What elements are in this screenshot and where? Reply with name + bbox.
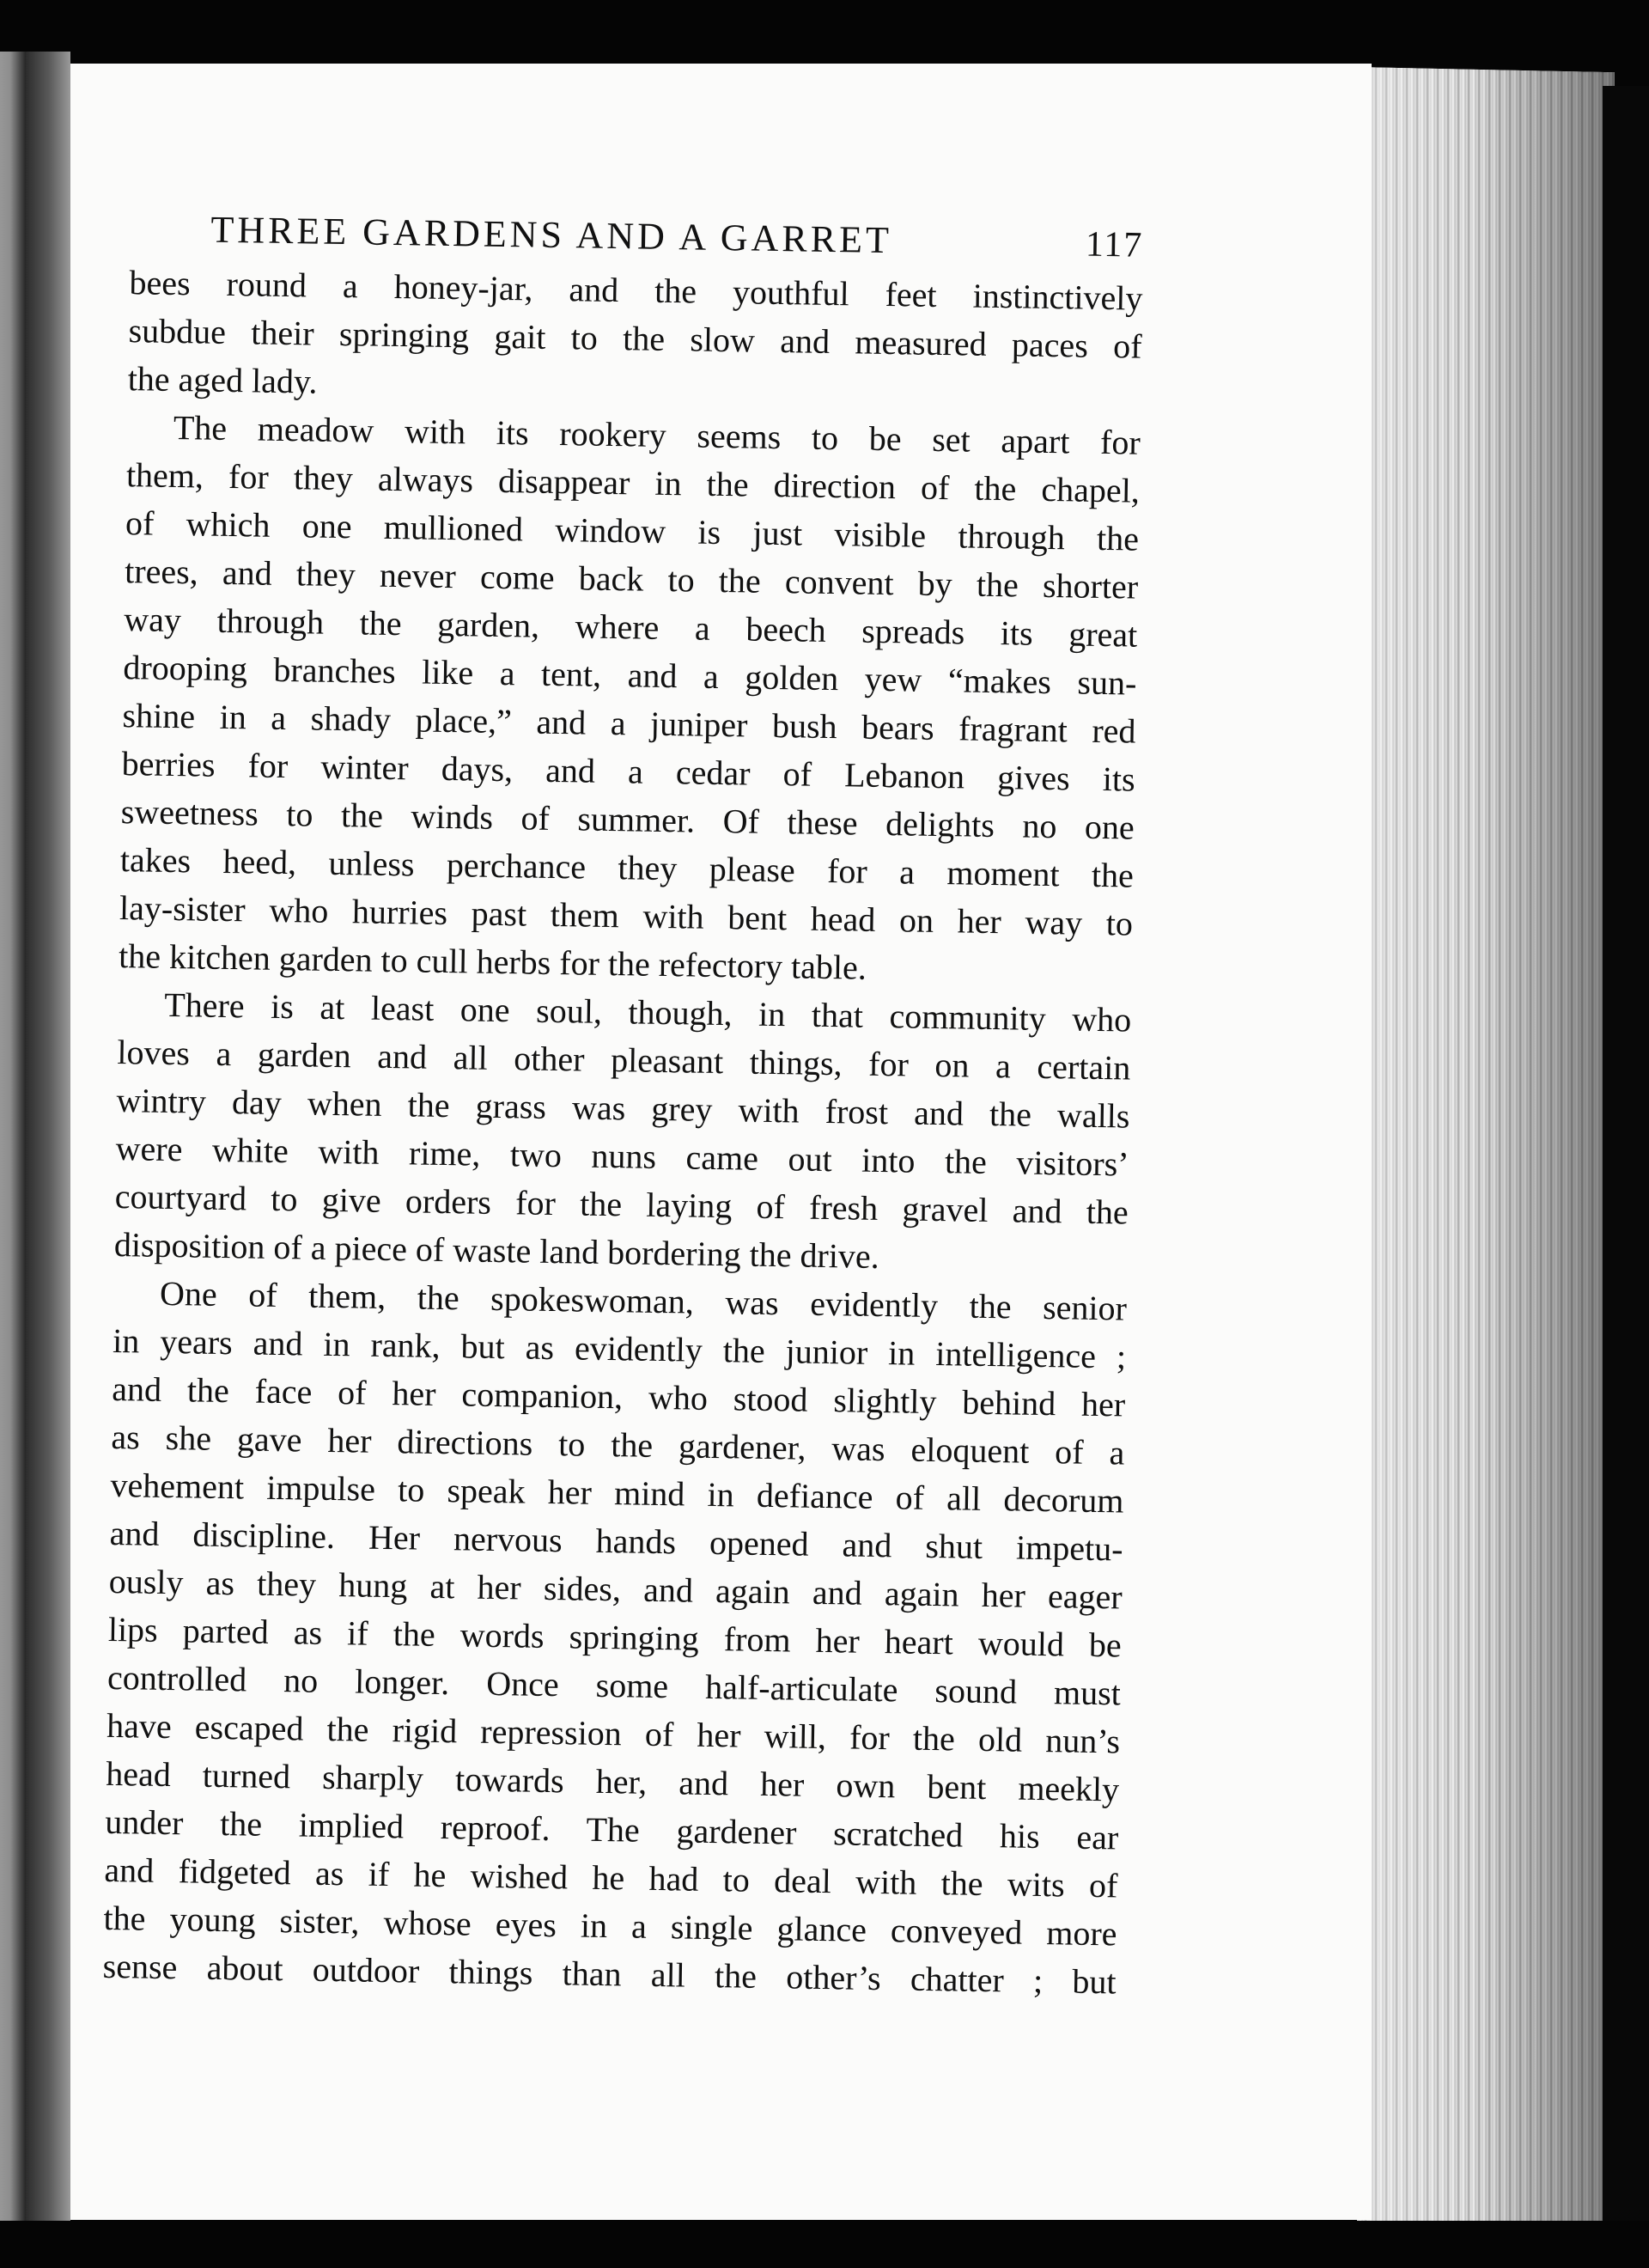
text-line: loves a garden and all other pleasant things, for on a certain [117, 1033, 1131, 1088]
scan-border-right [1603, 86, 1649, 2234]
text-line: disposition of a piece of waste land bordering the drive. [113, 1225, 880, 1276]
page-stack-shading [1357, 67, 1615, 2228]
text-line: subdue their springing gait to the slow and measured paces of [128, 311, 1142, 366]
text-line: bees round a honey-jar, and the youthful feet instinctively [129, 263, 1143, 318]
text-line: and fidgeted as if he wished he had to deal with the wits of [104, 1850, 1118, 1905]
text-line: One of them, the spokeswoman, was evidently the senior [159, 1273, 1128, 1328]
text-line: sense about outdoor things than all the other’s chatter ; but [102, 1946, 1117, 2002]
text-line: them, for they always disappear in the direction of the chapel, [125, 455, 1141, 510]
text-line: courtyard to give orders for the laying of fresh gravel and the [114, 1177, 1129, 1232]
text-line: head turned sharply towards her, and her own bent meekly [105, 1753, 1120, 1809]
text-line: as she gave her directions to the gardener, was eloquent of a [111, 1417, 1125, 1472]
text-line: sweetness to the winds of summer. Of these delights no one [120, 792, 1135, 847]
text-line: the kitchen garden to cull herbs for the refectory table. [118, 936, 867, 987]
text-line: vehement impulse to speak her mind in defiance of all decorum [110, 1465, 1124, 1521]
text-line: lips parted as if the words springing from her heart would be [107, 1609, 1123, 1665]
text-line: have escaped the rigid repression of her will, for the old nun’s [106, 1705, 1121, 1761]
text-line: The meadow with its rookery seems to be set apart for [173, 407, 1141, 462]
text-line: and the face of her companion, who stood slightly behind her [111, 1369, 1126, 1424]
text-line: of which one mullioned window is just visible through the [125, 503, 1140, 558]
page-number: 117 [1085, 224, 1144, 265]
text-line: drooping branches like a tent, and a golden yew “makes sun- [123, 648, 1137, 703]
body-text [102, 259, 1143, 2006]
facing-page-edge [0, 52, 26, 2251]
text-line: There is at least one soul, though, in that community who [163, 985, 1132, 1040]
text-line: the aged lady. [127, 359, 318, 401]
text-block [94, 203, 1144, 2006]
scan-border-bottom [0, 2221, 1649, 2268]
text-line: in years and in rank, but as evidently the junior in intelligence ; [112, 1320, 1127, 1376]
text-line: lay-sister who hurries past them with bent head on her way to [119, 888, 1134, 943]
text-line: were white with rime, two nuns came out into the visitors’ [115, 1129, 1129, 1184]
text-line: controlled no longer. Once some half-articulate sound must [106, 1657, 1122, 1713]
text-line: ously as they hung at her sides, and again and again her eager [108, 1561, 1123, 1617]
text-line: the young sister, whose eyes in a single glance conveyed more [103, 1898, 1117, 1954]
text-line: and discipline. Her nervous hands opened and shut impetu- [109, 1513, 1123, 1569]
text-line: under the implied reproof. The gardener scratched his ear [105, 1802, 1119, 1857]
running-head-title: THREE GARDENS AND A GARRET [210, 208, 893, 262]
text-line: way through the garden, where a beech spreads its great [124, 600, 1138, 655]
text-line: trees, and they never come back to the convent by the shorter [124, 552, 1139, 607]
text-line: berries for winter days, and a cedar of Lebanon gives its [121, 744, 1135, 799]
text-line: takes heed, unless perchance they please for a moment the [119, 840, 1135, 895]
text-line: shine in a shady place,” and a juniper bush bears fragrant red [122, 696, 1136, 751]
text-line: wintry day when the grass was grey with frost and the walls [116, 1081, 1130, 1136]
